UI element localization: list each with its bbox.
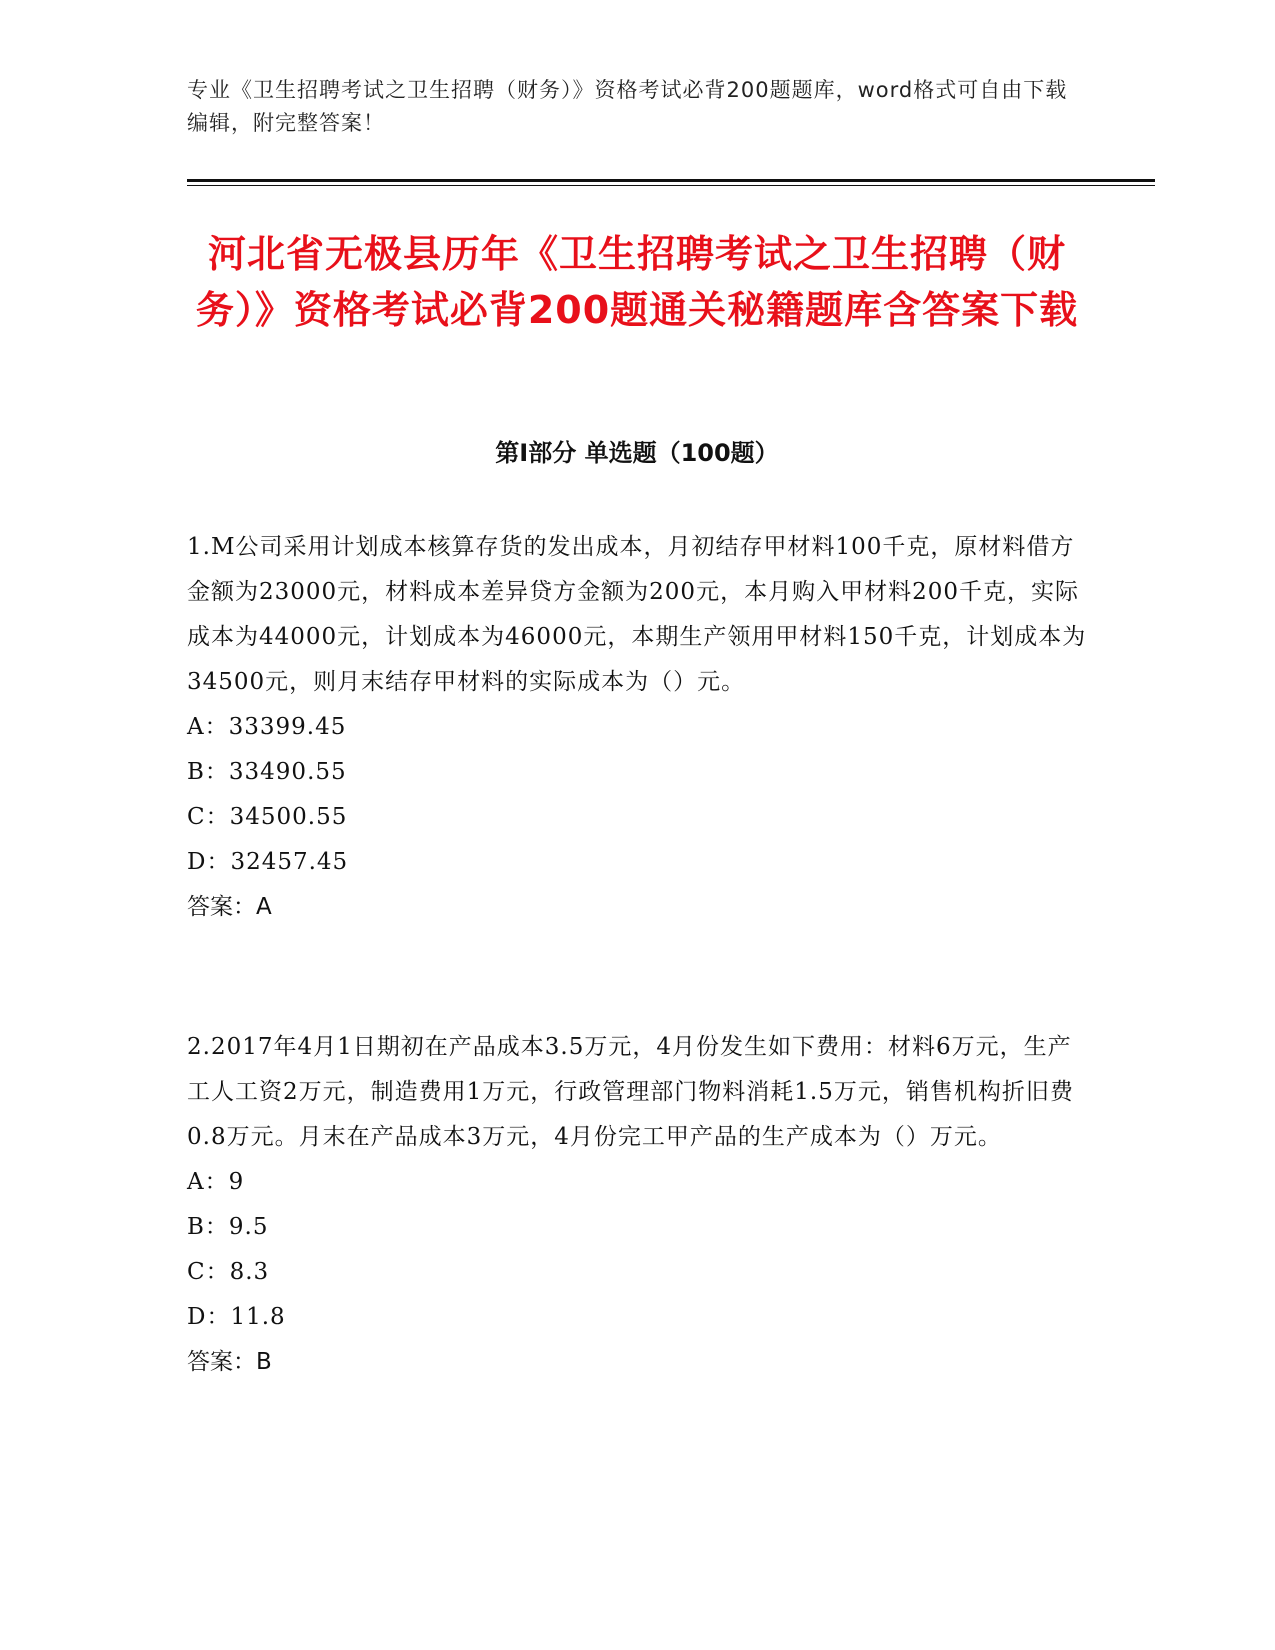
answer-label: 答案：B xyxy=(187,1349,272,1375)
question-stem: 2.2017年4月1日期初在产品成本3.5万元，4月份发生如下费用：材料6万元，生产工人工资2万元，制造费用1万元，行政管理部门物料消耗1.5万元，销售机构折旧费0.8万元。月末在产品成本3万元，4月份完工甲产品的生产成本为（）万元。 xyxy=(187,1034,1074,1150)
document-title: 河北省无极县历年《卫生招聘考试之卫生招聘（财务）》资格考试必背200题通关秘籍题库含答案下载 xyxy=(195,232,1079,332)
header-rule-thin xyxy=(187,185,1155,186)
option-d: D：11.8 xyxy=(187,1304,286,1330)
option-d: D：32457.45 xyxy=(187,849,349,875)
option-b: B：9.5 xyxy=(187,1214,269,1240)
option-c: C：8.3 xyxy=(187,1259,270,1285)
question-2 xyxy=(187,1025,1087,1385)
question-1 xyxy=(187,525,1087,930)
question-stem: 1.M公司采用计划成本核算存货的发出成本，月初结存甲材料100千克，原材料借方金额为23000元，材料成本差异贷方金额为200元，本月购入甲材料200千克，实际成本为44000元，计划成本为46000元，本期生产领用甲材料150千克，计划成本为34500元，则月末结存甲材料的实际成本为（）元。 xyxy=(187,534,1087,695)
option-c: C：34500.55 xyxy=(187,804,348,830)
section-title: 第Ⅰ部分 单选题（100题） xyxy=(495,439,779,467)
option-a: A：33399.45 xyxy=(187,714,347,740)
answer-label: 答案：A xyxy=(187,894,272,920)
option-a: A：9 xyxy=(187,1169,245,1195)
option-b: B：33490.55 xyxy=(187,759,347,785)
header-note: 专业《卫生招聘考试之卫生招聘（财务）》资格考试必背200题题库，word格式可自由下载编辑，附完整答案！ xyxy=(187,78,1068,135)
header-rule-thick xyxy=(187,179,1155,182)
